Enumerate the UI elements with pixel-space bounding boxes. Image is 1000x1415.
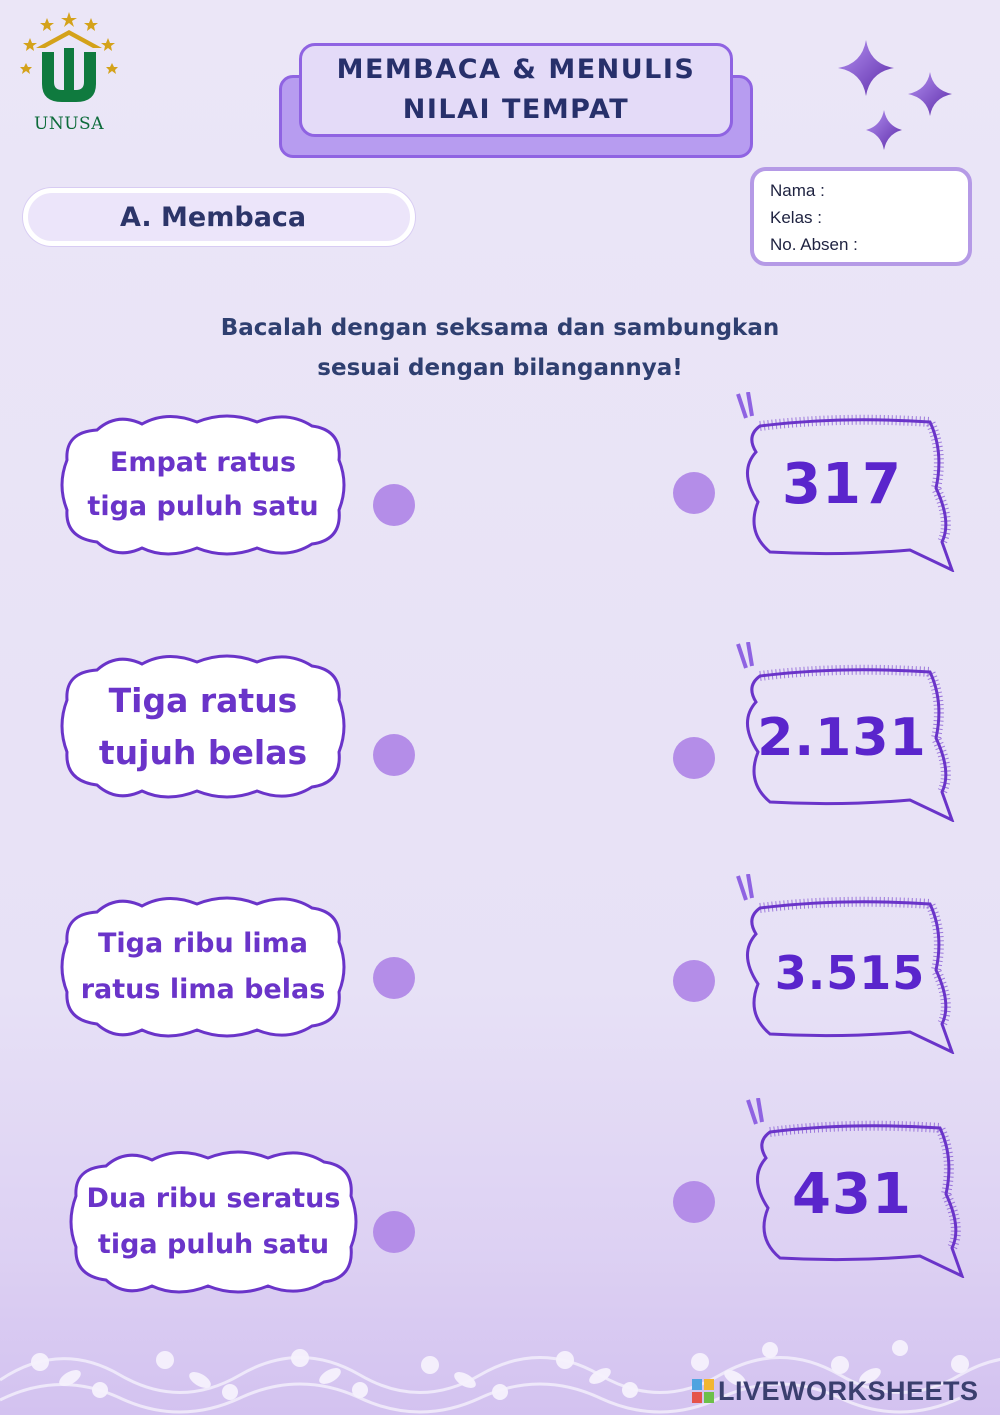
liveworksheets-brand[interactable] [692, 1376, 979, 1406]
number-bubble-1 [730, 392, 960, 572]
title-banner [299, 43, 733, 137]
statement-4-line-1: Dua ribu seratus [86, 1183, 341, 1214]
number-bubble-3 [730, 874, 960, 1054]
number-3: 3.515 [774, 946, 926, 1000]
logo-text: UNUSA [34, 114, 104, 134]
instruction-text [0, 308, 1000, 388]
right-connector-dot-1[interactable] [673, 472, 715, 514]
kelas-field[interactable]: Kelas : [770, 208, 822, 227]
right-connector-dot-3[interactable] [673, 960, 715, 1002]
right-connector-dot-2[interactable] [673, 737, 715, 779]
right-connector-dot-4[interactable] [673, 1181, 715, 1223]
title-line-1: MEMBACA & MENULIS [336, 54, 696, 85]
statement-4-line-2: tiga puluh satu [97, 1229, 330, 1260]
statement-cloud-3 [57, 892, 349, 1042]
sparkle-icon [834, 38, 964, 158]
instruction-line-2: sesuai dengan bilangannya! [317, 355, 683, 381]
statement-1-line-1: Empat ratus [109, 447, 297, 478]
left-connector-dot-4[interactable] [373, 1211, 415, 1253]
unusa-logo [14, 8, 124, 133]
statement-3-line-2: ratus lima belas [80, 974, 326, 1005]
number-1: 317 [782, 452, 902, 517]
nama-field[interactable]: Nama : [770, 181, 825, 200]
number-bubble-2 [730, 642, 960, 822]
brand-text: LIVEWORKSHEETS [718, 1375, 979, 1406]
number-4: 431 [792, 1162, 912, 1227]
absen-field[interactable]: No. Absen : [770, 235, 858, 254]
logo-icon [14, 8, 124, 118]
student-identity-box [750, 167, 972, 266]
statement-2-line-1: Tiga ratus [108, 680, 298, 720]
statement-cloud-4 [66, 1146, 361, 1298]
number-bubble-4 [740, 1098, 970, 1278]
statement-1-line-2: tiga puluh satu [87, 491, 319, 522]
left-connector-dot-3[interactable] [373, 957, 415, 999]
statement-2-line-2: tujuh belas [98, 732, 308, 772]
section-heading-label: A. Membaca [120, 201, 307, 233]
left-connector-dot-1[interactable] [373, 484, 415, 526]
statement-cloud-1 [57, 410, 349, 560]
number-2: 2.131 [757, 708, 927, 768]
statement-3-line-1: Tiga ribu lima [97, 928, 308, 959]
left-connector-dot-2[interactable] [373, 734, 415, 776]
instruction-line-1: Bacalah dengan seksama dan sambungkan [220, 315, 780, 341]
title-line-2: NILAI TEMPAT [402, 94, 630, 125]
section-heading [23, 188, 415, 246]
statement-cloud-2 [57, 650, 349, 803]
liveworksheets-icon [692, 1379, 714, 1403]
